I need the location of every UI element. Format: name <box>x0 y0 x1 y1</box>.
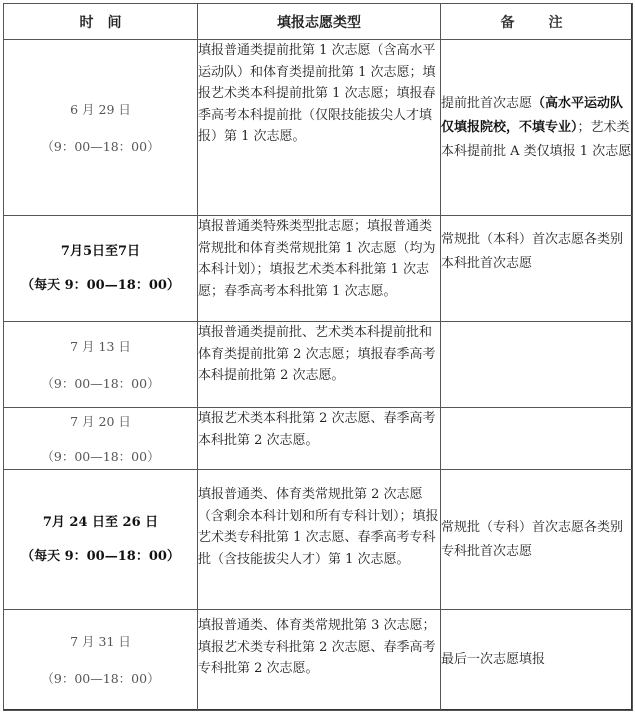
time-cell <box>4 40 198 216</box>
type-cell: 填报普通类、体育类常规批第 3 次志愿；填报艺术类专科批第 2 次志愿、春季高考专科批第 2 次志愿。 <box>198 610 441 711</box>
type-cell: 填报普通类特殊类型批志愿；填报普通类常规批和体育类常规批第 1 次志愿（均为本科计划）；填报艺术类本科批第 1 次志愿；春季高考本科批第 1 次志愿。 <box>198 216 441 322</box>
hours-text: （9：00—18：00） <box>41 138 160 154</box>
hours-text: （每天 9：00—18：00） <box>21 548 180 564</box>
time-cell <box>4 610 198 711</box>
hours-text: （9：00—18：00） <box>41 671 160 686</box>
remark-cell: 常规批（本科）首次志愿各类别本科批首次志愿 <box>441 216 633 322</box>
date-text: 7 月 31 日 <box>70 634 131 649</box>
time-cell <box>4 322 198 408</box>
time-cell <box>4 408 198 470</box>
remark-cell: 常规批（专科）首次志愿各类别专科批首次志愿 <box>441 470 633 610</box>
table-row <box>4 216 633 322</box>
schedule-table <box>3 3 633 711</box>
date-text: 7 月 20 日 <box>70 413 131 429</box>
table-row <box>4 40 633 216</box>
header-row <box>4 4 633 40</box>
remark-bold-text: （高水平运动队仅填报院校，不填专业） <box>441 95 624 135</box>
header-remark: 备 注 <box>441 4 633 40</box>
hours-text: （9：00—18：00） <box>41 375 160 391</box>
type-cell: 填报普通类提前批、艺术类本科提前批和体育类提前批第 2 次志愿；填报春季高考本科提前批第 2 次志愿。 <box>198 322 441 408</box>
date-text: 7 月 13 日 <box>70 338 131 354</box>
table-row <box>4 610 633 711</box>
date-text: 7月5日至7日 <box>60 243 141 259</box>
date-text: 6 月 29 日 <box>70 101 131 117</box>
type-cell: 填报普通类提前批第 1 次志愿（含高水平运动队）和体育类提前批第 1 次志愿；填报艺术类本科提前批第 1 次志愿；填报春季高考本科提前批（仅限技能拔尖人才填报）第 1 次志愿。 <box>198 40 441 216</box>
time-cell <box>4 216 198 322</box>
remark-cell <box>441 408 633 470</box>
remark-cell <box>441 40 633 216</box>
hours-text: （每天 9：00—18：00） <box>21 277 180 293</box>
header-type: 填报志愿类型 <box>198 4 441 40</box>
type-cell: 填报普通类、体育类常规批第 2 次志愿（含剩余本科计划和所有专科计划）；填报艺术类专科批第 1 次志愿、春季高考专科批（含技能拔尖人才）第 1 次志愿。 <box>198 470 441 610</box>
remark-text: 提前批首次志愿 <box>441 95 533 111</box>
time-cell <box>4 470 198 610</box>
remark-cell <box>441 322 633 408</box>
remark-tail-text: ；艺术类本科提前批 A 类仅填报 1 次志愿 <box>441 119 632 159</box>
type-cell: 填报艺术类本科批第 2 次志愿、春季高考本科批第 2 次志愿。 <box>198 408 441 470</box>
header-time: 时 间 <box>4 4 198 40</box>
hours-text: （9：00—18：00） <box>41 448 160 464</box>
table-row <box>4 470 633 610</box>
table-row <box>4 408 633 470</box>
remark-cell: 最后一次志愿填报 <box>441 610 633 711</box>
table-row <box>4 322 633 408</box>
date-text: 7月 24 日至 26 日 <box>42 514 159 530</box>
